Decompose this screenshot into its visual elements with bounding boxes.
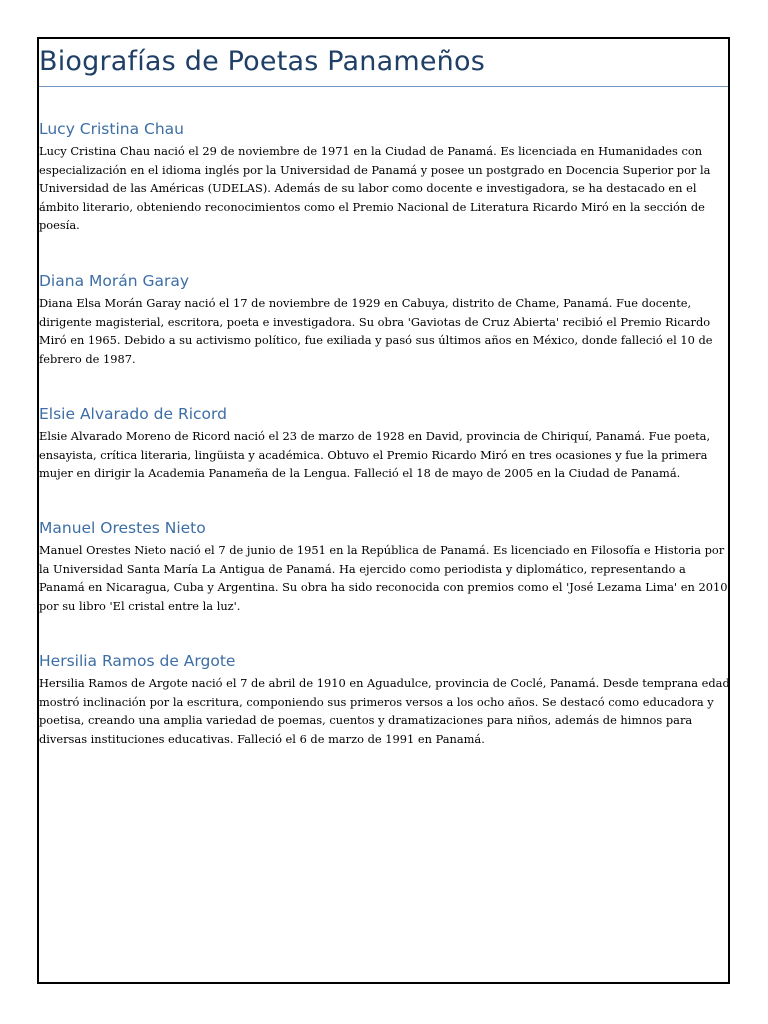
biography-heading: Diana Morán Garay <box>39 272 190 290</box>
biography-heading: Elsie Alvarado de Ricord <box>39 405 227 423</box>
biography-text: Diana Elsa Morán Garay nació el 17 de noviembre de 1929 en Cabuya, distrito de Chame, Panamá. Fue docente, dirigente magisterial, escritora, poeta e investigadora. Su obra 'Gaviotas de Cruz Abierta' recibió el Premio Ricardo Miró en 1965. Debido a su activismo político, fue exiliada y pasó sus últimos años en México, donde falleció el 10 de febrero de 1987. <box>39 296 713 366</box>
biography-section-hersilia-ramos-de-argote <box>39 651 731 748</box>
biography-text: Hersilia Ramos de Argote nació el 7 de abril de 1910 en Aguadulce, provincia de Coclé, Panamá. Desde temprana edad mostró inclinación por la escritura, componiendo sus primeros versos a los ocho años. Se destacó como educadora y poetisa, creando una amplia variedad de poemas, cuentos y dramatizaciones para niños, además de himnos para diversas instituciones educativas. Falleció el 6 de marzo de 1991 en Panamá. <box>39 676 730 746</box>
page-title-bar <box>39 39 728 87</box>
biography-section-diana-moran-garay <box>39 271 731 368</box>
document-page <box>37 37 730 984</box>
biography-heading: Lucy Cristina Chau <box>39 120 184 138</box>
biography-heading: Manuel Orestes Nieto <box>39 519 206 537</box>
biography-text: Lucy Cristina Chau nació el 29 de noviembre de 1971 en la Ciudad de Panamá. Es licenciada en Humanidades con especialización en el idioma inglés por la Universidad de Panamá y posee un postgrado en Docencia Superior por la Universidad de las Américas (UDELAS). Además de su labor como docente e investigadora, se ha destacado en el ámbito literario, obteniendo reconocimientos como el Premio Nacional de Literatura Ricardo Miró en la sección de poesía. <box>39 144 711 233</box>
biography-text: Manuel Orestes Nieto nació el 7 de junio de 1951 en la República de Panamá. Es licenciado en Filosofía e Historia por la Universidad Santa María La Antigua de Panamá. Ha ejercido como periodista y diplomático, representando a Panamá en Nicaragua, Cuba y Argentina. Su obra ha sido reconocida con premios como el 'José Lezama Lima' en 2010 por su libro 'El cristal entre la luz'. <box>39 543 728 613</box>
biography-section-elsie-alvarado-de-ricord <box>39 404 731 483</box>
biography-section-lucy-cristina-chau <box>39 119 731 235</box>
page-title: Biografías de Poetas Panameños <box>39 46 485 77</box>
biography-text: Elsie Alvarado Moreno de Ricord nació el 23 de marzo de 1928 en David, provincia de Chiriquí, Panamá. Fue poeta, ensayista, crítica literaria, lingüista y académica. Obtuvo el Premio Ricardo Miró en tres ocasiones y fue la primera mujer en dirigir la Academia Panameña de la Lengua. Falleció el 18 de mayo de 2005 en la Ciudad de Panamá. <box>39 429 711 481</box>
biography-heading: Hersilia Ramos de Argote <box>39 652 236 670</box>
biography-section-manuel-orestes-nieto <box>39 518 731 615</box>
